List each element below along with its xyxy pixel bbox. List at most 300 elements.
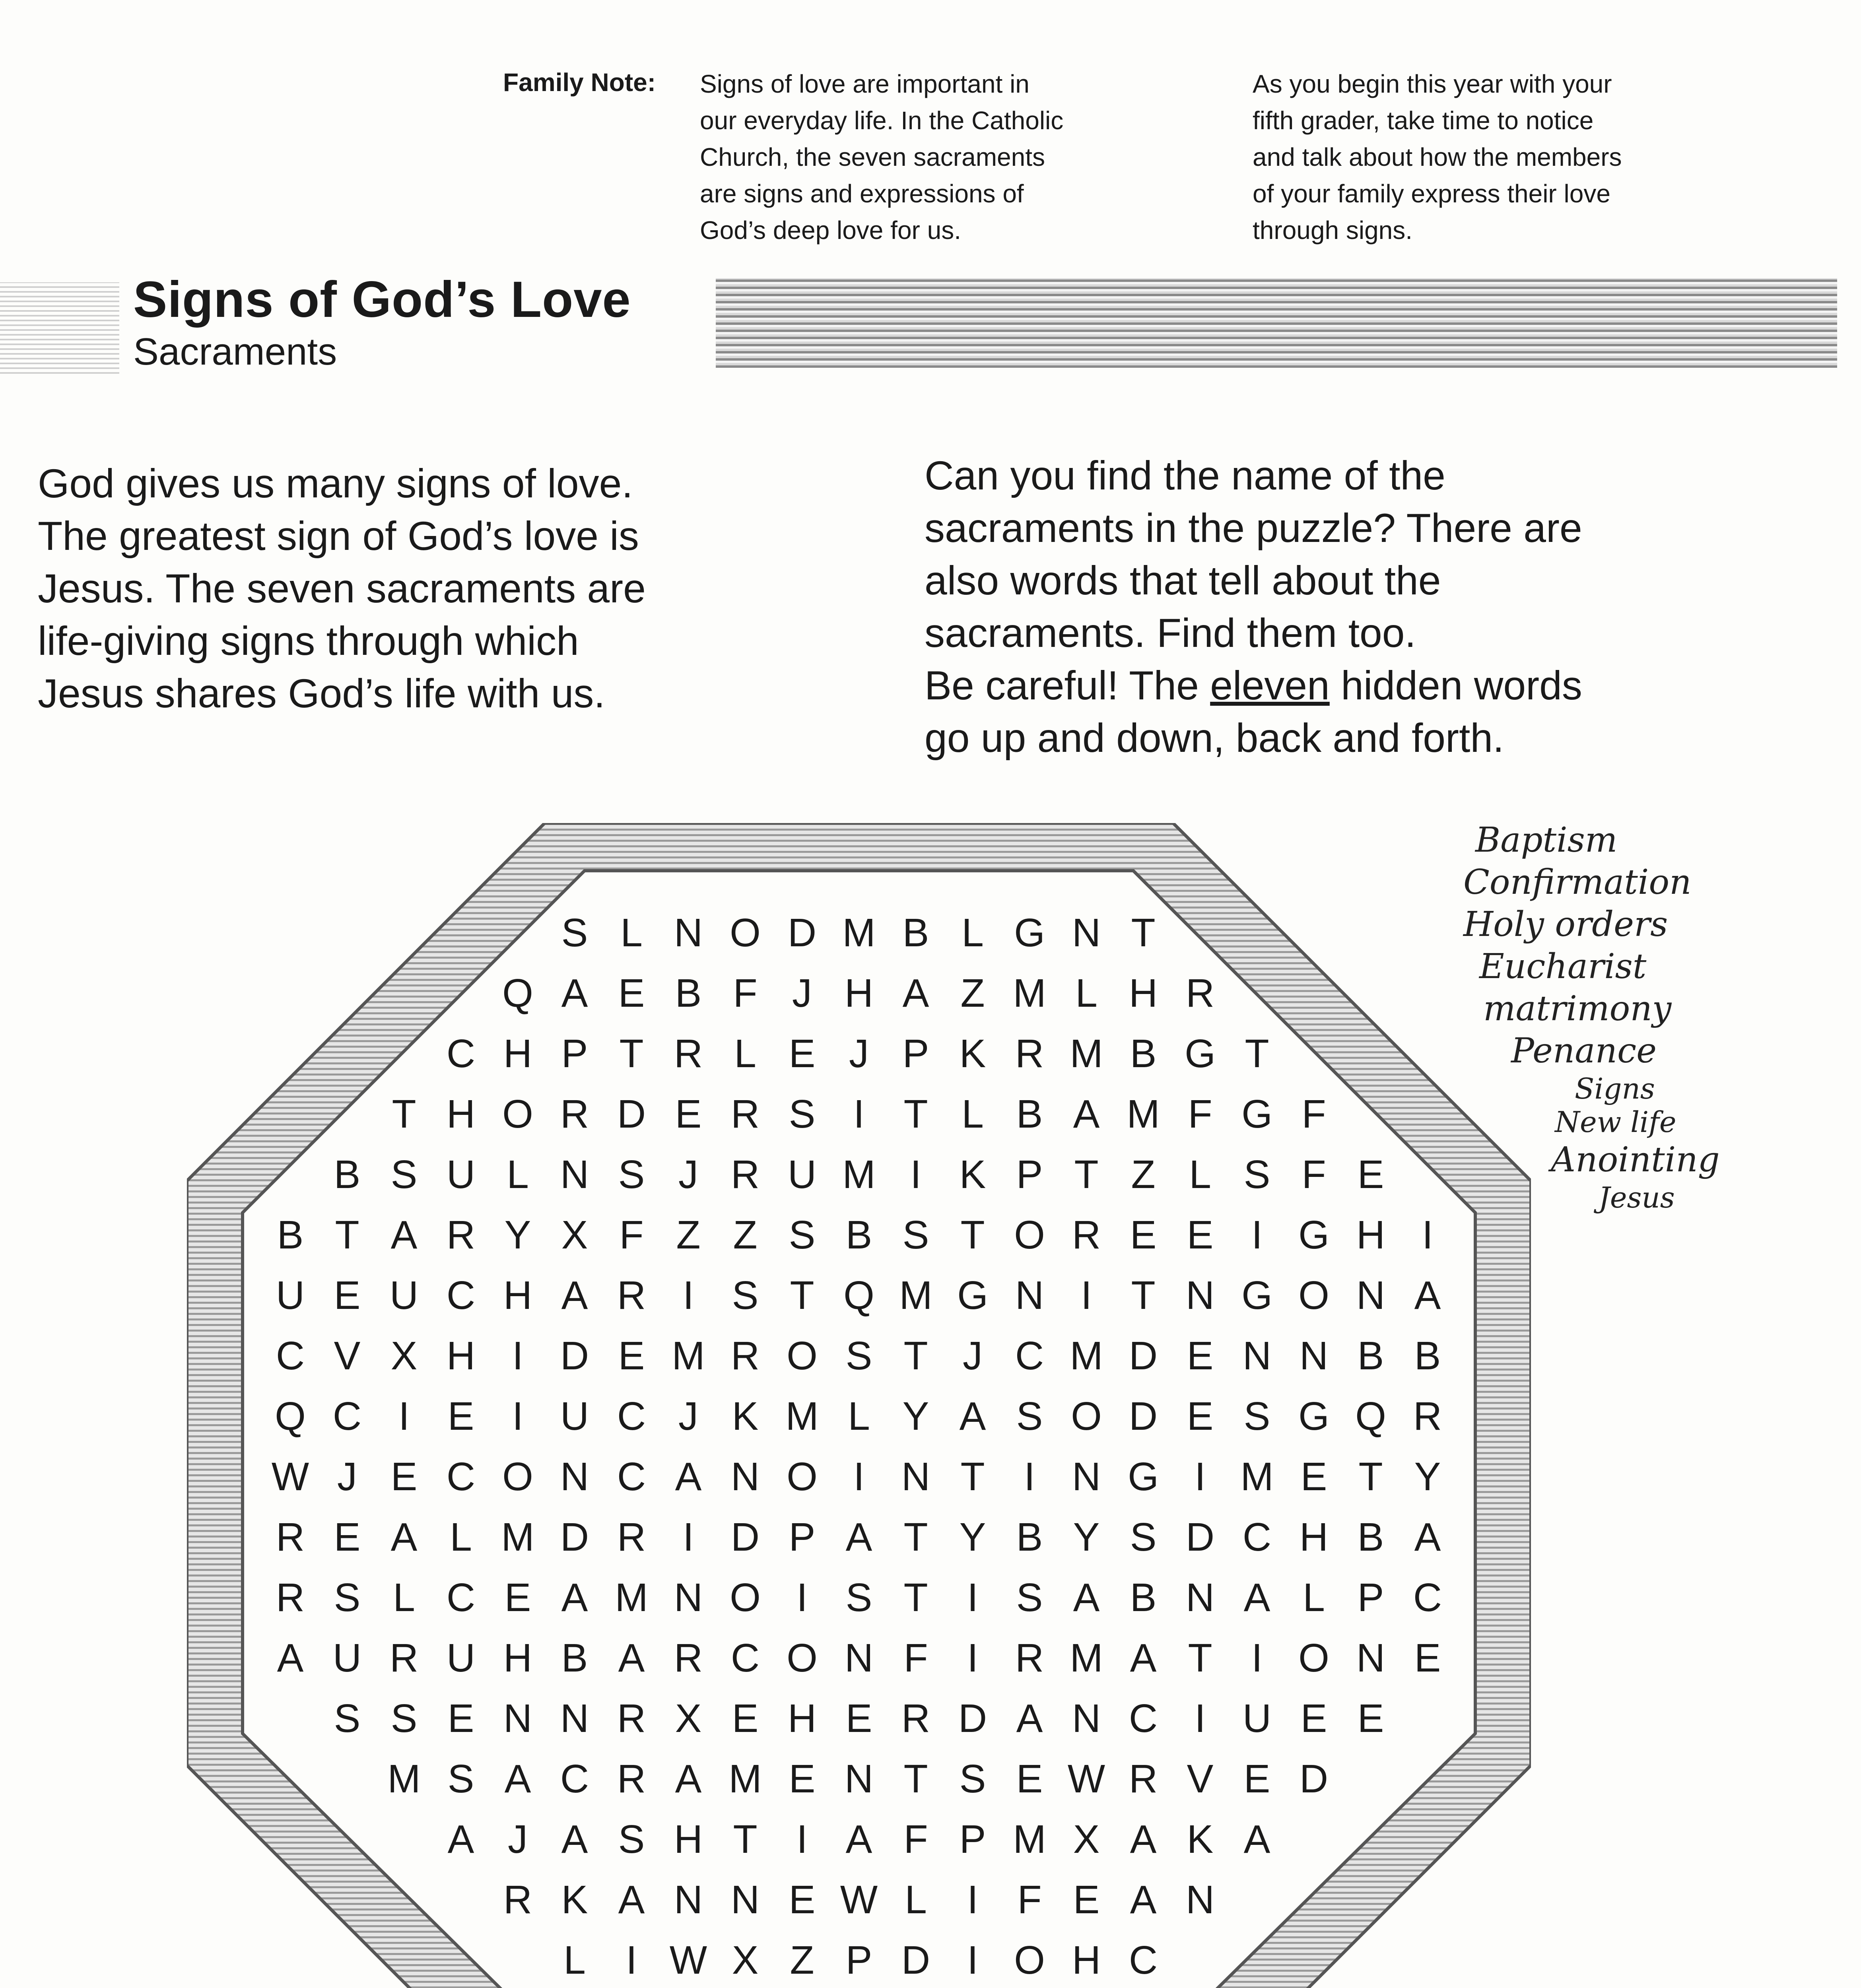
puzzle-letter[interactable]: N xyxy=(674,911,703,955)
puzzle-letter[interactable]: I xyxy=(512,1394,523,1439)
puzzle-letter[interactable]: M xyxy=(785,1394,819,1439)
puzzle-letter[interactable]: G xyxy=(1185,1031,1216,1076)
puzzle-letter[interactable]: E xyxy=(1300,1696,1327,1741)
puzzle-letter[interactable]: L xyxy=(393,1575,415,1620)
puzzle-letter[interactable]: F xyxy=(733,971,758,1015)
puzzle-letter[interactable]: T xyxy=(1358,1454,1383,1499)
puzzle-letter[interactable]: L xyxy=(1075,971,1098,1015)
puzzle-letter[interactable]: O xyxy=(1014,1213,1045,1257)
puzzle-letter[interactable]: M xyxy=(1070,1334,1103,1378)
puzzle-letter[interactable]: F xyxy=(903,1817,928,1862)
puzzle-letter[interactable]: T xyxy=(903,1334,928,1378)
puzzle-letter[interactable]: B xyxy=(675,971,702,1015)
puzzle-letter[interactable]: R xyxy=(617,1696,646,1741)
puzzle-letter[interactable]: C xyxy=(560,1757,589,1801)
puzzle-letter[interactable]: N xyxy=(560,1152,589,1197)
puzzle-letter[interactable]: B xyxy=(1016,1515,1043,1559)
puzzle-letter[interactable]: L xyxy=(848,1394,870,1439)
puzzle-letter[interactable]: G xyxy=(1298,1394,1329,1439)
puzzle-letter[interactable]: A xyxy=(1130,1636,1157,1680)
puzzle-letter[interactable]: R xyxy=(730,1334,760,1378)
puzzle-letter[interactable]: R xyxy=(446,1213,476,1257)
puzzle-letter[interactable]: S xyxy=(1016,1575,1043,1620)
puzzle-letter[interactable]: S xyxy=(845,1575,872,1620)
puzzle-letter[interactable]: D xyxy=(730,1515,760,1559)
puzzle-letter[interactable]: E xyxy=(845,1696,872,1741)
puzzle-letter[interactable]: L xyxy=(962,911,984,955)
puzzle-letter[interactable]: Z xyxy=(790,1938,814,1982)
puzzle-letter[interactable]: L xyxy=(905,1877,927,1922)
puzzle-letter[interactable]: O xyxy=(730,911,761,955)
puzzle-letter[interactable]: Z xyxy=(1131,1152,1156,1197)
puzzle-letter[interactable]: I xyxy=(853,1092,864,1136)
puzzle-letter[interactable]: D xyxy=(1185,1515,1215,1559)
puzzle-letter[interactable]: I xyxy=(967,1636,978,1680)
puzzle-letter[interactable]: S xyxy=(334,1575,361,1620)
puzzle-letter[interactable]: N xyxy=(730,1877,760,1922)
puzzle-letter[interactable]: N xyxy=(1299,1334,1329,1378)
puzzle-letter[interactable]: E xyxy=(504,1575,531,1620)
puzzle-letter[interactable]: H xyxy=(1129,971,1158,1015)
puzzle-letter[interactable]: C xyxy=(446,1454,476,1499)
puzzle-letter[interactable]: L xyxy=(1189,1152,1211,1197)
puzzle-letter[interactable]: A xyxy=(845,1817,872,1862)
puzzle-letter[interactable]: R xyxy=(617,1273,646,1318)
puzzle-letter[interactable]: N xyxy=(560,1696,589,1741)
puzzle-letter[interactable]: Q xyxy=(1355,1394,1386,1439)
puzzle-letter[interactable]: X xyxy=(675,1696,702,1741)
puzzle-letter[interactable]: I xyxy=(1024,1454,1035,1499)
puzzle-letter[interactable]: T xyxy=(790,1273,814,1318)
puzzle-letter[interactable]: C xyxy=(446,1575,476,1620)
puzzle-letter[interactable]: E xyxy=(447,1696,474,1741)
puzzle-letter[interactable]: F xyxy=(1017,1877,1042,1922)
puzzle-letter[interactable]: R xyxy=(730,1152,760,1197)
puzzle-letter[interactable]: R xyxy=(674,1031,703,1076)
puzzle-letter[interactable]: A xyxy=(1414,1515,1441,1559)
puzzle-letter[interactable]: S xyxy=(1016,1394,1043,1439)
puzzle-letter[interactable]: A xyxy=(561,971,588,1015)
puzzle-letter[interactable]: A xyxy=(504,1757,531,1801)
puzzle-letter[interactable]: S xyxy=(845,1334,872,1378)
puzzle-letter[interactable]: N xyxy=(730,1454,760,1499)
puzzle-letter[interactable]: N xyxy=(1185,1575,1215,1620)
puzzle-letter[interactable]: X xyxy=(1073,1817,1100,1862)
puzzle-letter[interactable]: R xyxy=(901,1696,930,1741)
puzzle-letter[interactable]: Y xyxy=(1073,1515,1100,1559)
puzzle-letter[interactable]: A xyxy=(1414,1273,1441,1318)
puzzle-letter[interactable]: J xyxy=(792,971,812,1015)
puzzle-letter[interactable]: T xyxy=(903,1092,928,1136)
puzzle-letter[interactable]: S xyxy=(390,1152,418,1197)
puzzle-letter[interactable]: E xyxy=(675,1092,702,1136)
puzzle-letter[interactable]: U xyxy=(276,1273,305,1318)
puzzle-letter[interactable]: E xyxy=(1414,1636,1441,1680)
puzzle-letter[interactable]: O xyxy=(787,1636,818,1680)
puzzle-letter[interactable]: D xyxy=(617,1092,646,1136)
puzzle-letter[interactable]: G xyxy=(957,1273,988,1318)
puzzle-letter[interactable]: C xyxy=(1129,1938,1158,1982)
puzzle-letter[interactable]: E xyxy=(1300,1454,1327,1499)
puzzle-letter[interactable]: O xyxy=(502,1454,533,1499)
puzzle-letter[interactable]: O xyxy=(1298,1636,1329,1680)
puzzle-letter[interactable]: S xyxy=(334,1696,361,1741)
puzzle-letter[interactable]: U xyxy=(446,1636,476,1680)
puzzle-letter[interactable]: O xyxy=(502,1092,533,1136)
puzzle-letter[interactable]: H xyxy=(503,1031,532,1076)
puzzle-letter[interactable]: C xyxy=(730,1636,760,1680)
puzzle-letter[interactable]: S xyxy=(618,1817,645,1862)
puzzle-letter[interactable]: D xyxy=(560,1515,589,1559)
puzzle-letter[interactable]: E xyxy=(1187,1394,1214,1439)
puzzle-letter[interactable]: A xyxy=(1130,1817,1157,1862)
puzzle-letter[interactable]: E xyxy=(732,1696,759,1741)
puzzle-letter[interactable]: B xyxy=(1130,1031,1157,1076)
puzzle-letter[interactable]: T xyxy=(1131,911,1156,955)
puzzle-letter[interactable]: G xyxy=(1014,911,1045,955)
puzzle-letter[interactable]: M xyxy=(842,1152,876,1197)
puzzle-letter[interactable]: G xyxy=(1298,1213,1329,1257)
puzzle-letter[interactable]: M xyxy=(1070,1031,1103,1076)
puzzle-letter[interactable]: M xyxy=(1070,1636,1103,1680)
puzzle-letter[interactable]: P xyxy=(959,1817,986,1862)
puzzle-letter[interactable]: S xyxy=(390,1696,418,1741)
puzzle-letter[interactable]: U xyxy=(389,1273,419,1318)
puzzle-letter[interactable]: H xyxy=(787,1696,817,1741)
puzzle-letter[interactable]: M xyxy=(387,1757,421,1801)
puzzle-letter[interactable]: A xyxy=(1243,1817,1270,1862)
puzzle-letter[interactable]: T xyxy=(903,1515,928,1559)
puzzle-letter[interactable]: E xyxy=(1243,1757,1270,1801)
puzzle-letter[interactable]: T xyxy=(903,1575,928,1620)
puzzle-letter[interactable]: I xyxy=(512,1334,523,1378)
puzzle-letter[interactable]: E xyxy=(334,1515,361,1559)
puzzle-letter[interactable]: G xyxy=(1241,1273,1272,1318)
puzzle-letter[interactable]: T xyxy=(1131,1273,1156,1318)
puzzle-letter[interactable]: E xyxy=(1357,1152,1384,1197)
puzzle-letter[interactable]: F xyxy=(1188,1092,1212,1136)
puzzle-letter[interactable]: U xyxy=(446,1152,476,1197)
puzzle-letter[interactable]: M xyxy=(899,1273,932,1318)
puzzle-letter[interactable]: O xyxy=(1071,1394,1102,1439)
puzzle-letter[interactable]: R xyxy=(1413,1394,1442,1439)
puzzle-letter[interactable]: Q xyxy=(502,971,533,1015)
puzzle-letter[interactable]: O xyxy=(787,1334,818,1378)
puzzle-letter[interactable]: A xyxy=(561,1273,588,1318)
puzzle-letter[interactable]: R xyxy=(617,1515,646,1559)
puzzle-letter[interactable]: K xyxy=(561,1877,588,1922)
puzzle-letter[interactable]: P xyxy=(561,1031,588,1076)
puzzle-letter[interactable]: N xyxy=(844,1636,874,1680)
puzzle-letter[interactable]: N xyxy=(1185,1273,1215,1318)
puzzle-letter[interactable]: H xyxy=(446,1092,476,1136)
puzzle-letter[interactable]: M xyxy=(615,1575,648,1620)
puzzle-letter[interactable]: R xyxy=(617,1757,646,1801)
puzzle-letter[interactable]: B xyxy=(1016,1092,1043,1136)
puzzle-letter[interactable]: R xyxy=(503,1877,532,1922)
puzzle-letter[interactable]: Y xyxy=(959,1515,986,1559)
puzzle-letter[interactable]: J xyxy=(337,1454,357,1499)
puzzle-letter[interactable]: D xyxy=(787,911,817,955)
puzzle-letter[interactable]: D xyxy=(958,1696,987,1741)
puzzle-letter[interactable]: U xyxy=(1242,1696,1272,1741)
puzzle-letter[interactable]: E xyxy=(789,1031,816,1076)
puzzle-letter[interactable]: H xyxy=(1072,1938,1101,1982)
puzzle-letter[interactable]: H xyxy=(503,1273,532,1318)
puzzle-letter[interactable]: B xyxy=(334,1152,361,1197)
puzzle-letter[interactable]: V xyxy=(1187,1757,1214,1801)
puzzle-letter[interactable]: M xyxy=(1240,1454,1274,1499)
puzzle-letter[interactable]: K xyxy=(959,1152,986,1197)
puzzle-letter[interactable]: A xyxy=(675,1454,702,1499)
puzzle-letter[interactable]: R xyxy=(389,1636,419,1680)
puzzle-letter[interactable]: T xyxy=(1074,1152,1099,1197)
puzzle-letter[interactable]: N xyxy=(1072,911,1101,955)
puzzle-letter[interactable]: S xyxy=(789,1092,816,1136)
puzzle-letter[interactable]: M xyxy=(1013,1817,1046,1862)
puzzle-letter[interactable]: I xyxy=(1195,1454,1206,1499)
puzzle-letter[interactable]: D xyxy=(560,1334,589,1378)
puzzle-letter[interactable]: X xyxy=(732,1938,759,1982)
puzzle-letter[interactable]: N xyxy=(503,1696,532,1741)
puzzle-letter[interactable]: M xyxy=(728,1757,762,1801)
puzzle-letter[interactable]: P xyxy=(1357,1575,1384,1620)
puzzle-letter[interactable]: M xyxy=(501,1515,534,1559)
puzzle-letter[interactable]: T xyxy=(733,1817,758,1862)
puzzle-letter[interactable]: N xyxy=(674,1575,703,1620)
puzzle-letter[interactable]: Y xyxy=(504,1213,531,1257)
puzzle-letter[interactable]: J xyxy=(963,1334,983,1378)
puzzle-letter[interactable]: D xyxy=(901,1938,930,1982)
puzzle-letter[interactable]: R xyxy=(730,1092,760,1136)
puzzle-letter[interactable]: A xyxy=(390,1515,418,1559)
puzzle-letter[interactable]: O xyxy=(787,1454,818,1499)
puzzle-letter[interactable]: Q xyxy=(843,1273,874,1318)
puzzle-letter[interactable]: L xyxy=(962,1092,984,1136)
puzzle-letter[interactable]: A xyxy=(1073,1092,1100,1136)
puzzle-letter[interactable]: E xyxy=(390,1454,418,1499)
puzzle-letter[interactable]: W xyxy=(669,1938,707,1982)
puzzle-letter[interactable]: R xyxy=(276,1515,305,1559)
puzzle-letter[interactable]: I xyxy=(1251,1636,1263,1680)
puzzle-letter[interactable]: C xyxy=(446,1031,476,1076)
puzzle-letter[interactable]: I xyxy=(853,1454,864,1499)
puzzle-letter[interactable]: R xyxy=(276,1575,305,1620)
puzzle-letter[interactable]: N xyxy=(901,1454,930,1499)
puzzle-letter[interactable]: A xyxy=(1243,1575,1270,1620)
puzzle-letter[interactable]: P xyxy=(845,1938,872,1982)
puzzle-letter[interactable]: A xyxy=(902,971,929,1015)
puzzle-letter[interactable]: L xyxy=(563,1938,586,1982)
puzzle-letter[interactable]: T xyxy=(392,1092,416,1136)
puzzle-letter[interactable]: P xyxy=(1016,1152,1043,1197)
puzzle-letter[interactable]: W xyxy=(840,1877,878,1922)
puzzle-letter[interactable]: S xyxy=(1243,1152,1270,1197)
puzzle-letter[interactable]: H xyxy=(674,1817,703,1862)
puzzle-letter[interactable]: E xyxy=(618,1334,645,1378)
puzzle-letter[interactable]: R xyxy=(1185,971,1215,1015)
puzzle-letter[interactable]: T xyxy=(903,1757,928,1801)
puzzle-letter[interactable]: X xyxy=(390,1334,418,1378)
puzzle-letter[interactable]: E xyxy=(447,1394,474,1439)
puzzle-letter[interactable]: C xyxy=(1015,1334,1044,1378)
puzzle-letter[interactable]: A xyxy=(845,1515,872,1559)
puzzle-letter[interactable]: A xyxy=(561,1817,588,1862)
puzzle-letter[interactable]: C xyxy=(617,1454,646,1499)
puzzle-letter[interactable]: T xyxy=(1188,1636,1212,1680)
puzzle-letter[interactable]: Y xyxy=(1414,1454,1441,1499)
puzzle-letter[interactable]: M xyxy=(1127,1092,1160,1136)
puzzle-letter[interactable]: A xyxy=(1073,1575,1100,1620)
puzzle-letter[interactable]: U xyxy=(787,1152,817,1197)
puzzle-letter[interactable]: O xyxy=(1298,1273,1329,1318)
puzzle-letter[interactable]: I xyxy=(967,1575,978,1620)
puzzle-letter[interactable]: L xyxy=(1303,1575,1325,1620)
puzzle-letter[interactable]: A xyxy=(1016,1696,1043,1741)
puzzle-letter[interactable]: O xyxy=(1014,1938,1045,1982)
puzzle-letter[interactable]: R xyxy=(1129,1757,1158,1801)
puzzle-letter[interactable]: F xyxy=(1302,1152,1326,1197)
puzzle-letter[interactable]: Z xyxy=(960,971,985,1015)
puzzle-letter[interactable]: C xyxy=(1242,1515,1272,1559)
puzzle-letter[interactable]: Q xyxy=(275,1394,306,1439)
puzzle-letter[interactable]: I xyxy=(967,1938,978,1982)
puzzle-letter[interactable]: L xyxy=(620,911,643,955)
puzzle-letter[interactable]: S xyxy=(789,1213,816,1257)
puzzle-letter[interactable]: N xyxy=(844,1757,874,1801)
puzzle-letter[interactable]: E xyxy=(789,1757,816,1801)
puzzle-letter[interactable]: P xyxy=(789,1515,816,1559)
puzzle-letter[interactable]: M xyxy=(842,911,876,955)
puzzle-letter[interactable]: F xyxy=(1302,1092,1326,1136)
puzzle-letter[interactable]: L xyxy=(450,1515,472,1559)
puzzle-letter[interactable]: Z xyxy=(676,1213,701,1257)
puzzle-letter[interactable]: X xyxy=(561,1213,588,1257)
puzzle-letter[interactable]: E xyxy=(1073,1877,1100,1922)
puzzle-letter[interactable]: I xyxy=(796,1817,808,1862)
puzzle-letter[interactable]: D xyxy=(1129,1394,1158,1439)
puzzle-letter[interactable]: O xyxy=(730,1575,761,1620)
puzzle-letter[interactable]: F xyxy=(619,1213,644,1257)
puzzle-letter[interactable]: I xyxy=(398,1394,410,1439)
puzzle-letter[interactable]: W xyxy=(1067,1757,1105,1801)
puzzle-letter[interactable]: T xyxy=(335,1213,359,1257)
puzzle-letter[interactable]: N xyxy=(1072,1696,1101,1741)
puzzle-letter[interactable]: S xyxy=(1243,1394,1270,1439)
puzzle-letter[interactable]: S xyxy=(618,1152,645,1197)
puzzle-letter[interactable]: E xyxy=(1130,1213,1157,1257)
puzzle-letter[interactable]: Y xyxy=(902,1394,929,1439)
puzzle-letter[interactable]: B xyxy=(561,1636,588,1680)
puzzle-letter[interactable]: I xyxy=(1081,1273,1092,1318)
puzzle-letter[interactable]: A xyxy=(618,1877,645,1922)
puzzle-letter[interactable]: D xyxy=(1129,1334,1158,1378)
puzzle-letter[interactable]: K xyxy=(1187,1817,1214,1862)
puzzle-letter[interactable]: N xyxy=(560,1454,589,1499)
puzzle-letter[interactable]: E xyxy=(789,1877,816,1922)
puzzle-letter[interactable]: H xyxy=(503,1636,532,1680)
puzzle-letter[interactable]: E xyxy=(334,1273,361,1318)
puzzle-letter[interactable]: M xyxy=(672,1334,705,1378)
puzzle-letter[interactable]: L xyxy=(734,1031,756,1076)
puzzle-letter[interactable]: C xyxy=(332,1394,362,1439)
puzzle-letter[interactable]: T xyxy=(619,1031,644,1076)
puzzle-letter[interactable]: J xyxy=(849,1031,869,1076)
puzzle-letter[interactable]: G xyxy=(1241,1092,1272,1136)
puzzle-letter[interactable]: N xyxy=(1356,1636,1385,1680)
puzzle-letter[interactable]: I xyxy=(1195,1696,1206,1741)
puzzle-letter[interactable]: H xyxy=(446,1334,476,1378)
puzzle-letter[interactable]: N xyxy=(674,1877,703,1922)
puzzle-letter[interactable]: L xyxy=(507,1152,529,1197)
puzzle-letter[interactable]: T xyxy=(960,1213,985,1257)
puzzle-letter[interactable]: U xyxy=(332,1636,362,1680)
puzzle-letter[interactable]: A xyxy=(959,1394,986,1439)
puzzle-letter[interactable]: C xyxy=(617,1394,646,1439)
puzzle-letter[interactable]: I xyxy=(683,1273,694,1318)
puzzle-letter[interactable]: A xyxy=(561,1575,588,1620)
puzzle-letter[interactable]: B xyxy=(1414,1334,1441,1378)
puzzle-letter[interactable]: A xyxy=(277,1636,304,1680)
puzzle-letter[interactable]: A xyxy=(618,1636,645,1680)
puzzle-letter[interactable]: S xyxy=(447,1757,474,1801)
puzzle-letter[interactable]: R xyxy=(674,1636,703,1680)
puzzle-letter[interactable]: W xyxy=(271,1454,309,1499)
puzzle-letter[interactable]: B xyxy=(902,911,929,955)
puzzle-letter[interactable]: N xyxy=(1356,1273,1385,1318)
puzzle-letter[interactable]: B xyxy=(1130,1575,1157,1620)
puzzle-letter[interactable]: I xyxy=(796,1575,808,1620)
puzzle-letter[interactable]: J xyxy=(508,1817,528,1862)
puzzle-letter[interactable]: B xyxy=(1357,1515,1384,1559)
puzzle-letter[interactable]: A xyxy=(447,1817,474,1862)
puzzle-letter[interactable]: N xyxy=(1015,1273,1044,1318)
puzzle-letter[interactable]: V xyxy=(334,1334,361,1378)
puzzle-letter[interactable]: S xyxy=(902,1213,929,1257)
puzzle-letter[interactable]: N xyxy=(1242,1334,1272,1378)
puzzle-letter[interactable]: R xyxy=(1015,1031,1044,1076)
puzzle-letter[interactable]: R xyxy=(1072,1213,1101,1257)
puzzle-letter[interactable]: C xyxy=(276,1334,305,1378)
puzzle-letter[interactable]: S xyxy=(561,911,588,955)
puzzle-letter[interactable]: N xyxy=(1185,1877,1215,1922)
puzzle-letter[interactable]: C xyxy=(446,1273,476,1318)
puzzle-letter[interactable]: D xyxy=(1299,1757,1329,1801)
puzzle-letter[interactable]: J xyxy=(678,1394,698,1439)
puzzle-letter[interactable]: E xyxy=(1187,1213,1214,1257)
puzzle-letter[interactable]: A xyxy=(390,1213,418,1257)
puzzle-letter[interactable]: E xyxy=(1016,1757,1043,1801)
puzzle-letter[interactable]: I xyxy=(910,1152,921,1197)
puzzle-letter[interactable]: H xyxy=(844,971,874,1015)
puzzle-letter[interactable]: J xyxy=(678,1152,698,1197)
puzzle-letter[interactable]: R xyxy=(560,1092,589,1136)
puzzle-letter[interactable]: I xyxy=(1422,1213,1433,1257)
puzzle-letter[interactable]: A xyxy=(1130,1877,1157,1922)
puzzle-letter[interactable]: Z xyxy=(733,1213,758,1257)
puzzle-letter[interactable]: B xyxy=(845,1213,872,1257)
puzzle-letter[interactable]: A xyxy=(675,1757,702,1801)
puzzle-letter[interactable]: H xyxy=(1299,1515,1329,1559)
puzzle-letter[interactable]: B xyxy=(1357,1334,1384,1378)
puzzle-letter[interactable]: H xyxy=(1356,1213,1385,1257)
puzzle-letter[interactable]: K xyxy=(732,1394,759,1439)
puzzle-letter[interactable]: E xyxy=(1357,1696,1384,1741)
puzzle-letter[interactable]: F xyxy=(903,1636,928,1680)
puzzle-letter[interactable]: I xyxy=(967,1877,978,1922)
puzzle-letter[interactable]: C xyxy=(1413,1575,1442,1620)
puzzle-letter[interactable]: S xyxy=(959,1757,986,1801)
